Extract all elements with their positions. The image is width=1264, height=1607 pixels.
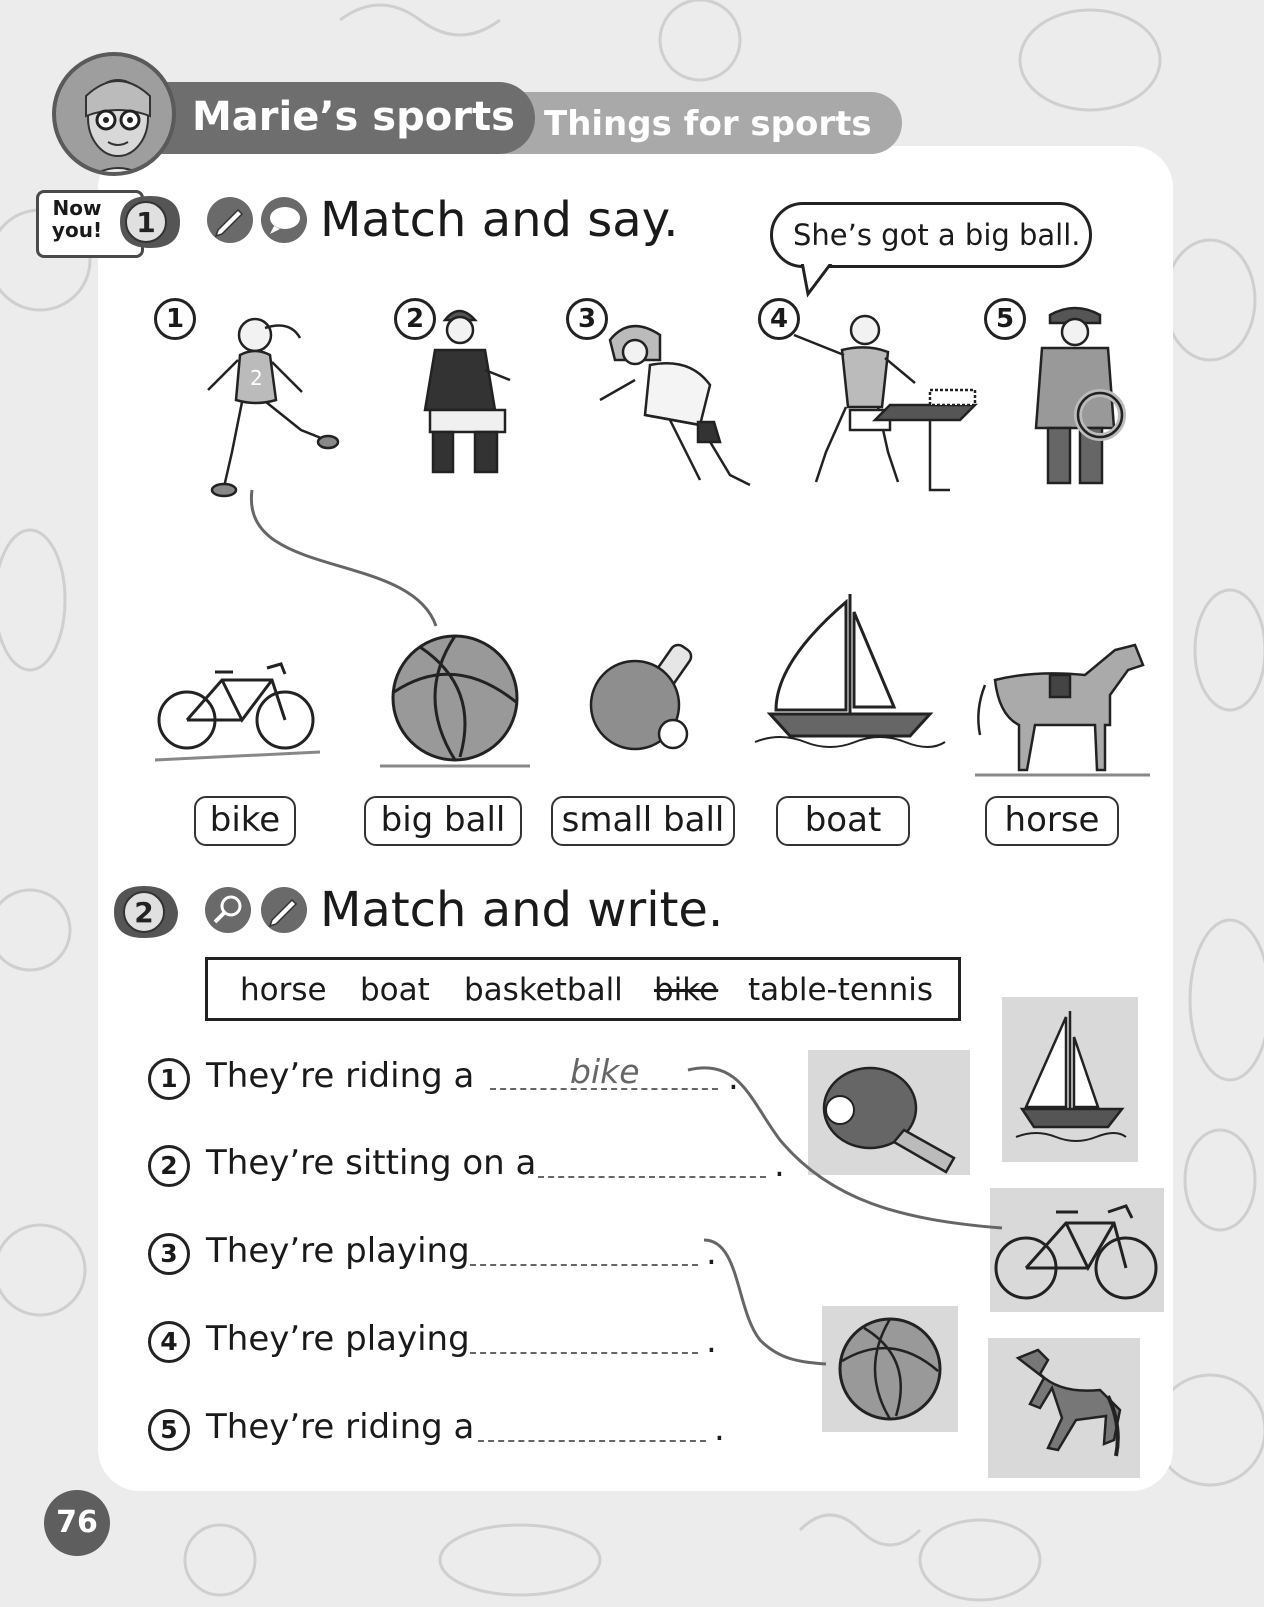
match-lines-exercise-2: [680, 1060, 1010, 1440]
pencil-icon: [260, 886, 308, 934]
thumb-horse: [988, 1338, 1140, 1478]
picture-number-1: 1: [154, 298, 196, 340]
period-2: .: [774, 1145, 785, 1185]
speech-icon: [260, 196, 308, 244]
small-ball-paddle-illustration: [585, 640, 710, 755]
horse-illustration: [975, 640, 1150, 780]
word-bank-basketball: basketball: [464, 972, 623, 1008]
sentence-number: 2: [148, 1145, 190, 1187]
sentence-number: 5: [148, 1409, 190, 1451]
picture-number-2: 2: [394, 298, 436, 340]
word-bank-bike-crossed: bike: [654, 972, 719, 1008]
sailboat-icon: [1002, 997, 1138, 1162]
period-4: .: [706, 1321, 717, 1361]
table-tennis-player-illustration: [780, 310, 990, 510]
period-1: .: [728, 1058, 739, 1098]
sentence-number: 4: [148, 1321, 190, 1363]
picture-number-5: 5: [984, 298, 1026, 340]
word-bank-boat: boat: [360, 972, 430, 1008]
period-3: .: [706, 1233, 717, 1273]
word-box-small-ball: small ball: [551, 796, 735, 846]
header-title: Marie’s sports: [192, 94, 515, 140]
magnifier-icon: [204, 886, 252, 934]
sailor-illustration: [1020, 300, 1130, 500]
svg-text:2: 2: [250, 366, 263, 390]
horse-icon: [988, 1338, 1140, 1478]
exercise-1-number: 1: [136, 206, 156, 239]
big-ball-illustration: [380, 632, 530, 772]
sentence-text: They’re riding a: [206, 1056, 475, 1096]
header-title-banner: [150, 82, 535, 154]
exercise-1-badge: [112, 192, 182, 252]
word-box-horse: horse: [985, 796, 1119, 846]
pencil-icon: [206, 196, 254, 244]
thumb-boat: [1002, 997, 1138, 1162]
period-5: .: [714, 1409, 725, 1449]
header-subtitle: Things for sports: [544, 104, 872, 144]
exercise-2-number: 2: [134, 896, 154, 929]
bike-illustration: [155, 650, 320, 765]
now-you-label: Now you!: [51, 196, 103, 242]
thumb-bike: [990, 1188, 1164, 1312]
exercise-2-badge: [110, 882, 180, 942]
exercise-2-instruction: Match and write.: [320, 882, 724, 938]
sentence-number: 1: [148, 1058, 190, 1100]
answer-line-4[interactable]: [470, 1352, 698, 1354]
cyclist-illustration: [580, 310, 760, 500]
horse-rider-illustration: [405, 300, 515, 500]
answer-line-3[interactable]: [470, 1264, 698, 1266]
exercise-1-instruction: Match and say.: [320, 192, 679, 248]
match-line-basketball: [704, 1240, 826, 1364]
match-line-bike: [688, 1068, 1002, 1228]
marie-avatar: [52, 52, 176, 176]
word-box-bike: bike: [194, 796, 296, 846]
picture-number-4: 4: [758, 298, 800, 340]
word-bank: [205, 957, 961, 1021]
speech-bubble-tail: [798, 262, 838, 298]
answer-1-text: bike: [570, 1052, 640, 1091]
bicycle-icon: [990, 1188, 1164, 1312]
sailboat-illustration: [750, 592, 950, 762]
match-line-1: [240, 490, 440, 630]
picture-number-3: 3: [566, 298, 608, 340]
word-box-big-ball: big ball: [364, 796, 522, 846]
speech-bubble-text: She’s got a big ball.: [793, 218, 1081, 252]
header-subtitle-banner: [500, 92, 902, 154]
answer-line-5[interactable]: [478, 1440, 706, 1442]
sentence-number: 3: [148, 1233, 190, 1275]
word-bank-horse: horse: [240, 972, 327, 1008]
page-number: 76: [44, 1490, 110, 1556]
sentence-text: They’re playing: [206, 1319, 470, 1359]
sentence-text: They’re riding a: [206, 1407, 475, 1447]
runner-girl-illustration: [180, 310, 350, 510]
word-bank-table-tennis: table-tennis: [748, 972, 933, 1008]
word-box-boat: boat: [776, 796, 910, 846]
sentence-text: They’re playing: [206, 1231, 470, 1271]
sentence-text: They’re sitting on a: [206, 1143, 537, 1183]
